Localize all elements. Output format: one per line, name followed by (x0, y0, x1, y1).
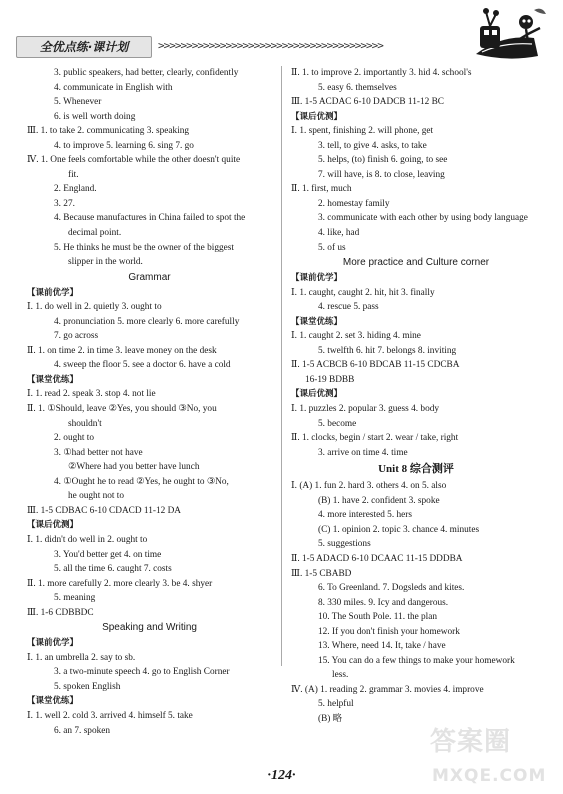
answer-line: 6. is well worth doing (54, 111, 136, 122)
answer-line: 5. He thinks he must be the owner of the biggest (54, 242, 234, 253)
answer-line: 6. To Greenland. 7. Dogsleds and kites. (318, 583, 465, 594)
answer-line: 10. The South Pole. 11. the plan (318, 612, 438, 623)
answer-line: Ⅱ. 1-5 ADACD 6-10 DCAAC 11-15 DDDBA (291, 553, 463, 564)
cartoon-decoration-icon (472, 4, 552, 62)
answer-line: 5. Whenever (54, 97, 102, 108)
answer-line: 16-19 BDBB (305, 374, 355, 385)
answer-line: 3. 27. (54, 198, 75, 209)
unit-heading: Unit 8 综合测评 (378, 463, 454, 476)
left-answer-column (27, 66, 272, 738)
section-label: 【课前优学】 (291, 273, 343, 284)
answer-line: ②Where had you better have lunch (68, 462, 200, 473)
answer-line: decimal point. (68, 228, 122, 239)
answer-line: Ⅱ. 1. to improve 2. importantly 3. hid 4. school's (291, 68, 472, 78)
header-arrow-rule: >>>>>>>>>>>>>>>>>>>>>>>>>>>>>>>>>>>>>>>> (158, 39, 383, 52)
section-label: 【课前优学】 (27, 638, 79, 649)
answer-line: Ⅳ. 1. One feels comfortable while the other doesn't quite (27, 155, 241, 166)
section-label: 【课堂优练】 (27, 696, 79, 707)
answer-line: Ⅰ. 1. caught 2. set 3. hiding 4. mine (291, 331, 421, 342)
answer-line: 5. suggestions (318, 539, 371, 550)
answer-line: 3. public speakers, had better, clearly, confidently (54, 68, 239, 78)
answer-line: 3. tell, to give 4. asks, to take (318, 140, 427, 151)
answer-line: Ⅰ. 1. read 2. speak 3. stop 4. not lie (27, 389, 156, 400)
answer-line: slipper in the world. (68, 257, 143, 268)
answer-line: 3. ①had better not have (54, 447, 143, 458)
answer-line: 3. a two-minute speech 4. go to English Corner (54, 667, 230, 678)
answer-line: 12. If you don't finish your homework (318, 626, 460, 637)
answer-line: 7. will have, is 8. to close, leaving (318, 169, 445, 180)
answer-line: 4. ①Ought he to read ②Yes, he ought to ③No, (54, 476, 229, 487)
answer-line: 13. Where, need 14. It, take / have (318, 641, 446, 652)
answer-line: 5. of us (318, 242, 346, 253)
answer-line: Ⅲ. 1-5 CDBAC 6-10 CDACD 11-12 DA (27, 505, 182, 516)
answer-line: Ⅰ. 1. spent, finishing 2. will phone, get (291, 126, 434, 137)
answer-line: 5. spoken English (54, 681, 121, 692)
answer-line: Ⅰ. 1. an umbrella 2. say to sb. (27, 652, 136, 663)
answer-line: fit. (68, 169, 79, 180)
section-heading: Grammar (128, 271, 171, 283)
answer-line: Ⅱ. 1. ①Should, leave ②Yes, you should ③No, you (27, 404, 217, 415)
section-label: 【课后优测】 (27, 520, 79, 531)
answer-line: 5. helps, (to) finish 6. going, to see (318, 155, 448, 166)
answer-line: 2. homestay family (318, 198, 390, 209)
watermark-logo: 答案圈 (430, 727, 512, 757)
answer-line: he ought not to (68, 491, 125, 502)
answer-line: 5. become (318, 418, 357, 429)
answer-line: Ⅰ. 1. well 2. cold 3. arrived 4. himself 5. take (27, 710, 193, 721)
answer-line: 3. communicate with each other by using body language (318, 213, 528, 224)
section-label: 【课后优测】 (291, 389, 343, 400)
answer-line: Ⅲ. 1-5 ACDAC 6-10 DADCB 11-12 BC (291, 97, 444, 108)
watermark-url: MXQE.COM (432, 766, 547, 786)
answer-line: 3. arrive on time 4. time (318, 447, 408, 458)
answer-line: 5. helpful (318, 699, 354, 710)
answer-line: 4. sweep the floor 5. see a doctor 6. have a cold (54, 360, 231, 371)
answer-line: Ⅲ. 1. to take 2. communicating 3. speaking (27, 126, 190, 137)
answer-line: 5. all the time 6. caught 7. costs (54, 564, 172, 575)
section-label: 【课后优测】 (291, 111, 343, 122)
page-number: ·124· (267, 768, 296, 783)
answer-line: 4. pronunciation 5. more clearly 6. more carefully (54, 316, 240, 327)
answer-line: 5. easy 6. themselves (318, 82, 397, 93)
series-title: 全优点练·课计划 (16, 36, 152, 58)
answer-line: Ⅱ. 1. on time 2. in time 3. leave money on the desk (27, 345, 217, 356)
answer-line: 4. rescue 5. pass (318, 302, 379, 313)
answer-line: 2. ought to (54, 433, 95, 444)
answer-line: 4. Because manufactures in China failed to spot the (54, 213, 246, 224)
answer-line: Ⅰ. 1. do well in 2. quietly 3. ought to (27, 302, 162, 313)
answer-line: 5. meaning (54, 593, 96, 604)
answer-line: Ⅱ. 1. more carefully 2. more clearly 3. be 4. shyer (27, 578, 213, 589)
answer-line: 6. an 7. spoken (54, 725, 111, 736)
answer-line: 15. You can do a few things to make your homework (318, 655, 515, 666)
answer-line: 7. go across (54, 331, 99, 342)
answer-line: Ⅱ. 1-5 ACBCB 6-10 BDCAB 11-15 CDCBA (291, 360, 460, 371)
answer-line: Ⅱ. 1. clocks, begin / start 2. wear / take, right (291, 433, 459, 444)
section-heading: More practice and Culture corner (342, 257, 490, 269)
answer-line: (C) 1. opinion 2. topic 3. chance 4. minutes (318, 524, 480, 535)
column-divider (281, 66, 282, 666)
answer-line: 5. twelfth 6. hit 7. belongs 8. inviting (318, 345, 457, 356)
answer-line: shouldn't (68, 418, 102, 429)
answer-line: 4. like, had (318, 228, 360, 239)
section-label: 【课前优学】 (27, 287, 79, 298)
answer-line: 4. communicate in English with (54, 82, 173, 93)
answer-line: less. (332, 670, 349, 681)
section-label: 【课堂优练】 (291, 316, 343, 327)
answer-line: 4. more interested 5. hers (318, 510, 412, 521)
answer-line: 8. 330 miles. 9. Icy and dangerous. (318, 597, 449, 608)
answer-line: 4. to improve 5. learning 6. sing 7. go (54, 140, 194, 151)
section-heading: Speaking and Writing (102, 622, 197, 634)
answer-line: Ⅰ. 1. didn't do well in 2. ought to (27, 534, 148, 545)
answer-line: Ⅳ. (A) 1. reading 2. grammar 3. movies 4. improve (291, 684, 484, 695)
answer-line: (B) 略 (318, 713, 343, 724)
answer-line: Ⅲ. 1-6 CDBBDC (27, 607, 94, 618)
answer-line: 3. You'd better get 4. on time (54, 549, 162, 560)
answer-line: Ⅱ. 1. first, much (291, 184, 352, 195)
answer-line: Ⅰ. (A) 1. fun 2. hard 3. others 4. on 5. also (291, 481, 447, 492)
answer-line: (B) 1. have 2. confident 3. spoke (318, 495, 440, 506)
page-header (0, 0, 563, 62)
answer-line: Ⅲ. 1-5 CBABD (291, 568, 352, 579)
section-label: 【课堂优练】 (27, 374, 79, 385)
answer-line: Ⅰ. 1. puzzles 2. popular 3. guess 4. body (291, 404, 440, 415)
right-answer-column (291, 66, 541, 727)
answer-line: Ⅰ. 1. caught, caught 2. hit, hit 3. finally (291, 287, 435, 298)
answer-line: 2. England. (54, 184, 97, 195)
